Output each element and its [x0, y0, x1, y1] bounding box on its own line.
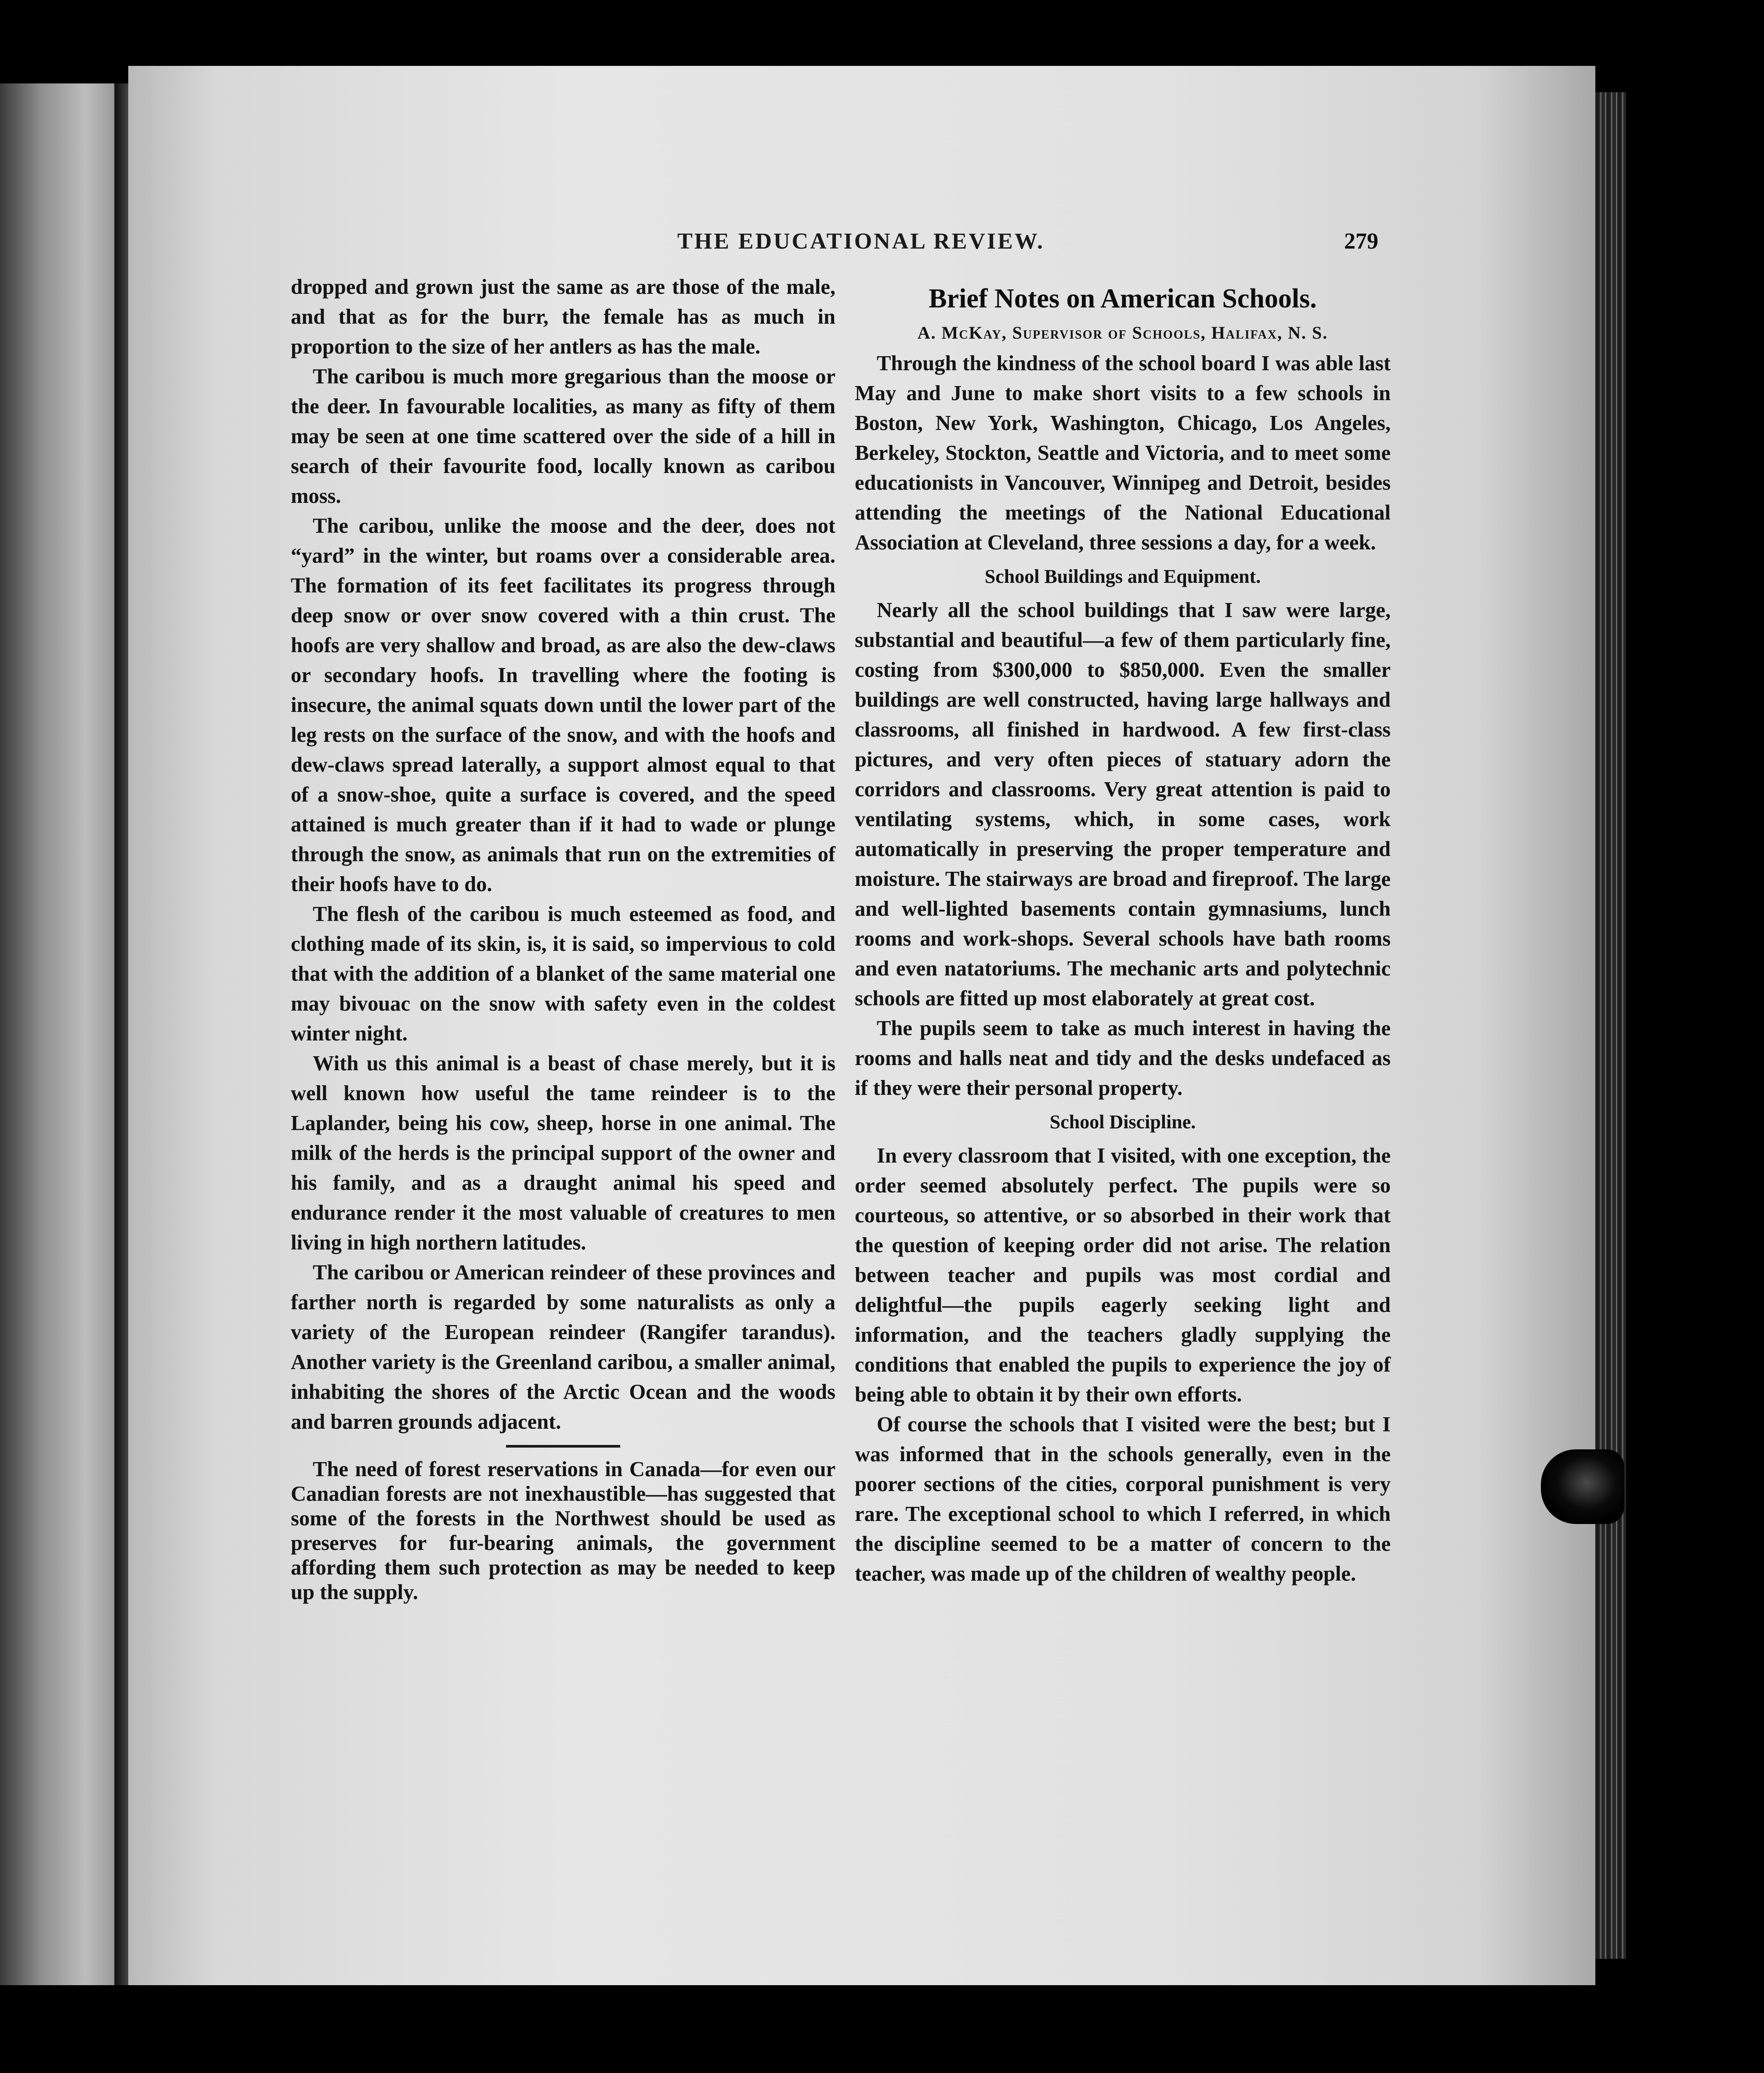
paragraph: Through the kindness of the school board I was able last May and June to make short visits to a few schools in Boston, New York, Washington, Chicago, Los Angeles, Berkeley, Stockton, Seattle and Victoria, and to meet some educationists in Vancouver, Winnipeg and Detroit, besides attending the meetings of the National Educational Association at Cleveland, three sessions a day, for a week.: [855, 352, 1391, 554]
section-heading-buildings: School Buildings and Equipment.: [984, 566, 1261, 587]
paragraph: dropped and grown just the same as are those of the male, and that as for the burr, the female has as much in proportion to the size of her antlers as has the male.: [291, 275, 835, 358]
facing-page-edge: [0, 83, 117, 1985]
paragraph: With us this animal is a beast of chase merely, but it is well known how useful the tame reindeer is to the Laplander, being his cow, sheep, horse in one animal. The milk of the herds is the principal support of the owner and his family, and as a draught animal his speed and endurance render it the most valuable of creatures to men living in high northern latitudes.: [291, 1052, 835, 1254]
book-clip: [1541, 1449, 1624, 1524]
article-byline: A. McKay, Supervisor of Schools, Halifax, N. S.: [917, 323, 1328, 343]
right-column: [855, 281, 1391, 1589]
paragraph: The caribou, unlike the moose and the deer, does not “yard” in the winter, but roams over a considerable area. The formation of its feet facilitates its progress through deep snow or over snow covered with a thin crust. The hoofs are very shallow and broad, as are also the dew-claws or secondary hoofs. In travelling where the footing is insecure, the animal squats down until the lower part of the leg rests on the surface of the snow, and with the hoofs and dew-claws spread laterally, a support almost equal to that of a snow-shoe, quite a surface is covered, and the speed attained is much greater than if it had to wade or plunge through the snow, as animals that run on the extremities of their hoofs have to do.: [291, 514, 835, 896]
paragraph: Of course the schools that I visited were the best; but I was informed that in the schools generally, even in the poorer sections of the cities, corporal punishment is very rare. The exceptional school to which I referred, in which the discipline seemed to be a matter of concern to the teacher, was made up of the children of wealthy people.: [855, 1413, 1391, 1585]
paragraph: In every classroom that I visited, with one exception, the order seemed absolutely perfect. The pupils were so courteous, so attentive, or so absorbed in their work that the question of keeping order did not arise. The relation between teacher and pupils was most cordial and delightful—the pupils eagerly seeking light and information, and the teachers gladly supplying the conditions that enabled the pupils to experience the joy of being able to obtain it by their own efforts.: [855, 1144, 1391, 1406]
forest-reservations-note: The need of forest reservations in Canada—for even our Canadian forests are not inexhaustible—has suggested that some of the forests in the Northwest should be used as preserves for fur-bearing animals, the government affording them such protection as may be needed to keep up the supply.: [291, 1458, 835, 1604]
left-column: [291, 272, 835, 1605]
running-title: THE EDUCATIONAL REVIEW.: [677, 229, 1045, 254]
paragraph: The flesh of the caribou is much esteemed as food, and clothing made of its skin, is, it is said, so impervious to cold that with the addition of a blanket of the same material one may bivouac on the snow with safety even in the coldest winter night.: [291, 903, 835, 1045]
book-gutter: [115, 83, 128, 1985]
page-stack-edge: [1595, 92, 1626, 1959]
article-title: Brief Notes on American Schools.: [929, 284, 1317, 314]
paragraph: The caribou is much more gregarious than the moose or the deer. In favourable localities, as many as fifty of them may be seen at one time scattered over the side of a hill in search of their favourite food, locally known as caribou moss.: [291, 365, 835, 508]
section-divider: [506, 1445, 620, 1448]
paragraph: Nearly all the school buildings that I saw were large, substantial and beautiful—a few of them particularly fine, costing from $300,000 to $850,000. Even the smaller buildings are well constructed, having large hallways and classrooms, all finished in hardwood. A few first-class pictures, and very often pieces of statuary adorn the corridors and classrooms. Very great attention is paid to ventilating systems, which, in some cases, work automatically in preserving the proper temperature and moisture. The stairways are broad and fireproof. The large and well-lighted basements contain gymnasiums, lunch rooms and work-shops. Several schools have bath rooms and even natatoriums. The mechanic arts and polytechnic schools are fitted up most elaborately at great cost.: [855, 599, 1391, 1010]
page-number: 279: [1344, 229, 1378, 254]
section-heading-discipline: School Discipline.: [1049, 1111, 1196, 1133]
paragraph: The caribou or American reindeer of these provinces and farther north is regarded by some naturalists as only a variety of the European reindeer (Rangifer tarandus). Another variety is the Greenland caribou, a smaller animal, inhabiting the shores of the Arctic Ocean and the woods and barren grounds adjacent.: [291, 1261, 835, 1434]
paragraph: The pupils seem to take as much interest in having the rooms and halls neat and tidy and the desks undefaced as if they were their personal property.: [855, 1017, 1391, 1100]
